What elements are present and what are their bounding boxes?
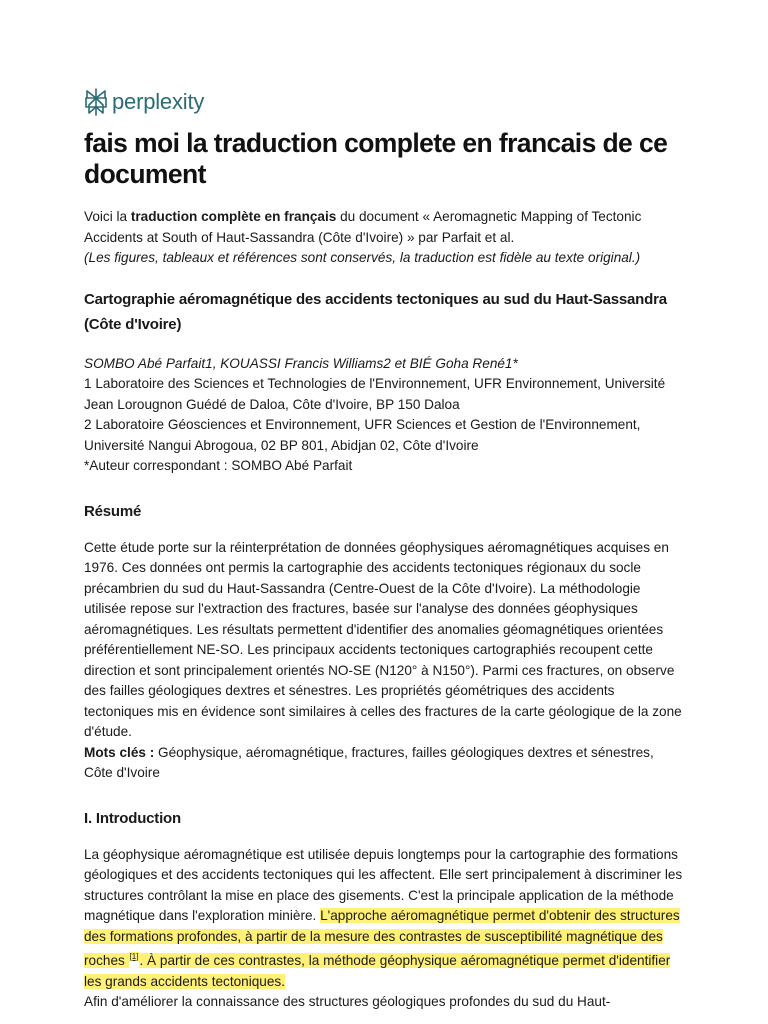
brand-logo[interactable] <box>84 88 204 116</box>
affiliation-1: 1 Laboratoire des Sciences et Technologies de l'Environnement, UFR Environnement, Université Jean Lorougnon Guédé de Daloa, Côte d'Ivoire, BP 150 Daloa <box>84 376 666 412</box>
query-title: fais moi la traduction complete en francais de ce document <box>84 128 668 189</box>
introduction-body <box>84 845 684 1013</box>
corresponding-author: *Auteur correspondant : SOMBO Abé Parfait <box>84 458 353 473</box>
intro-note: (Les figures, tableaux et références sont conservés, la traduction est fidèle au texte original.) <box>84 250 641 265</box>
abstract-body <box>84 538 684 784</box>
highlighted-text-continued: . À partir de ces contrastes, la méthode géophysique aéromagnétique permet d'identifier les grands accidents tectoniques. <box>84 953 671 989</box>
abstract-text: Cette étude porte sur la réinterprétation de données géophysiques aéromagnétiques acquises en 1976. Ces données ont permis la cartographie des accidents tectoniques régionaux du socle précambrien du sud du Haut-Sassandra (Centre-Ouest de la Côte d'Ivoire). La méthodologie utilisée repose sur l'extraction des fractures, basée sur l'analyse des données géophysiques aéromagnétiques. Les résultats permettent d'identifier des anomalies géomagnétiques orientées préférentiellement NE-SO. Les principaux accidents tectoniques cartographiés recoupent cette direction et sont principalement orientés NO-SE (N120° à N150°). Parmi ces fractures, on observe des failles géologiques dextres et sénestres. Les propriétés géométriques des accidents tectoniques mis en évidence sont similaires à celles des fractures de la carte géologique de la zone d'étude. <box>84 539 682 739</box>
keywords-label: Mots clés : <box>84 744 155 760</box>
answer-content <box>84 128 684 1013</box>
document-title: Cartographie aéromagnétique des accidents tectoniques au sud du Haut-Sassandra (Côte d'Ivoire) <box>84 290 667 333</box>
abstract-heading: Résumé <box>84 502 142 520</box>
intro-suffix: du document « Aeromagnetic Mapping of Tectonic Accidents at South of Haut-Sassandra (Côte d'Ivoire) » par Parfait et al. <box>84 209 642 245</box>
intro-prefix: Voici la <box>84 209 131 224</box>
keywords: Géophysique, aéromagnétique, fractures, failles géologiques dextres et sénestres, Côte d'Ivoire <box>84 744 654 780</box>
highlighted-text: L'approche aéromagnétique permet d'obtenir des structures des formations profondes, à partir de la mesure des contrastes de susceptibilité magnétique des roches <box>84 908 680 968</box>
brand-name: perplexity <box>112 89 205 114</box>
authors-block <box>84 354 684 477</box>
introduction-heading: I. Introduction <box>84 809 181 827</box>
intro-paragraph <box>84 207 684 269</box>
authors: SOMBO Abé Parfait1, KOUASSI Francis Williams2 et BIÉ Goha René1* <box>84 355 518 371</box>
perplexity-logo-icon <box>84 88 108 116</box>
affiliation-2: 2 Laboratoire Géosciences et Environnement, UFR Sciences et Gestion de l'Environnement, Université Nangui Abrogoua, 02 BP 801, Abidjan 02, Côte d'Ivoire <box>84 417 641 453</box>
citation-link[interactable]: [1] <box>129 952 139 961</box>
next-paragraph-text: Afin d'améliorer la connaissance des structures géologiques profondes du sud du Haut- <box>84 994 611 1009</box>
introduction-text: La géophysique aéromagnétique est utilisée depuis longtemps pour la cartographie des formations géologiques et des accidents tectoniques qui les affectent. Elle sert principalement à discriminer les structures contrôlant la mise en place des gisements. C'est la principale application de la méthode magnétique dans l'exploration minière. <box>84 846 683 923</box>
intro-bold: traduction complète en français <box>130 209 337 224</box>
